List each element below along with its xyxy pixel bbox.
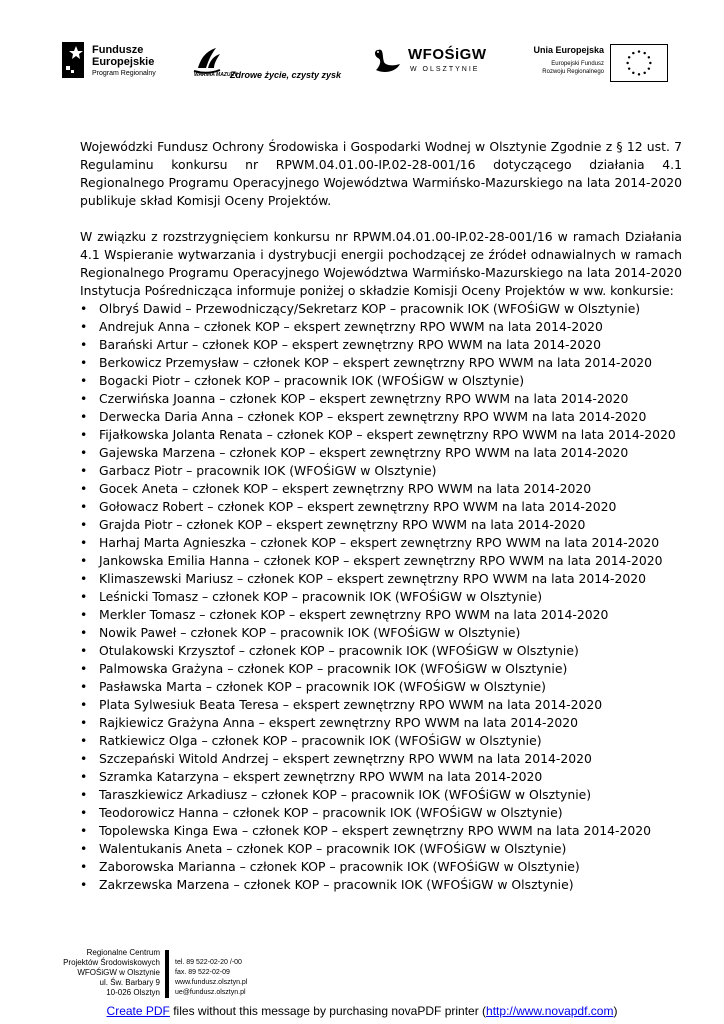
footer-org-line: Projektów Środowiskowych [63,958,160,967]
eu-flag-icon [610,44,668,82]
footer-org-line: ul. Św. Barbary 9 [99,978,160,987]
context-paragraph: W związku z rozstrzygnięciem konkursu nr RPWM.04.01.00-IP.02-28-001/16 w ramach Działania 4.1 Wspieranie wytwarzania i dystrybucji energii pochodzącej ze źródeł odnawialnych w ramach Regionalnego Programu Operacyjnego Województwa Warmińsko-Mazurskiego na lata 2014-2020 Instytucja Pośrednicząca informuje poniżej o składzie Komisji Oceny Projektów w ww. konkursie: [80,229,682,298]
create-pdf-link[interactable]: Create PDF [106,1004,170,1018]
list-item: • Gajewska Marzena – członek KOP – ekspert zewnętrzny RPO WWM na lata 2014-2020 [80,444,682,462]
footer [60,948,360,1002]
committee-members-list [80,300,682,894]
fundusze-europejskie-logo [60,40,180,88]
list-item: • Merkler Tomasz – członek KOP – ekspert zewnętrzny RPO WWM na lata 2014-2020 [80,606,682,624]
list-item: • Topolewska Kinga Ewa – członek KOP – ekspert zewnętrzny RPO WWM na lata 2014-2020 [80,822,682,840]
list-item: • Derwecka Daria Anna – członek KOP – ekspert zewnętrzny RPO WWM na lata 2014-2020 [80,408,682,426]
fundusze-line2: Europejskie [92,56,155,68]
footer-organization [60,948,160,998]
list-item: • Zakrzewska Marzena – członek KOP – pracownik IOK (WFOŚiGW w Olsztynie) [80,876,682,894]
list-item: • Gołowacz Robert – członek KOP – ekspert zewnętrzny RPO WWM na lata 2014-2020 [80,498,682,516]
footer-website: www.fundusz.olsztyn.pl [175,979,248,986]
list-item: • Harhaj Marta Agnieszka – członek KOP – ekspert zewnętrzny RPO WWM na lata 2014-2020 [80,534,682,552]
list-item: • Rajkiewicz Grażyna Anna – ekspert zewnętrzny RPO WWM na lata 2014-2020 [80,714,682,732]
list-item: • Ratkiewicz Olga – członek KOP – pracownik IOK (WFOŚiGW w Olsztynie) [80,732,682,750]
ue-sub-line1: Europejski Fundusz [551,61,604,67]
list-item: • Grajda Piotr – członek KOP – ekspert zewnętrzny RPO WWM na lata 2014-2020 [80,516,682,534]
list-item: • Otulakowski Krzysztof – członek KOP – pracownik IOK (WFOŚiGW w Olsztynie) [80,642,682,660]
warmia-mazury-slogan: Zdrowe życie, czysty zysk [230,70,342,80]
document-body [80,138,682,894]
novapdf-notice [0,1004,724,1018]
header-logos [60,40,670,88]
list-item: • Bogacki Piotr – członek KOP – pracownik IOK (WFOŚiGW w Olsztynie) [80,372,682,390]
list-item: • Szramka Katarzyna – ekspert zewnętrzny RPO WWM na lata 2014-2020 [80,768,682,786]
warmia-mazury-logo [188,40,358,88]
list-item: • Andrejuk Anna – członek KOP – ekspert zewnętrzny RPO WWM na lata 2014-2020 [80,318,682,336]
ue-sub-line2: Rozwoju Regionalnego [542,69,604,75]
list-item: • Jankowska Emilia Hanna – członek KOP – ekspert zewnętrzny RPO WWM na lata 2014-2020 [80,552,682,570]
footer-org-line: Regionalne Centrum [86,948,160,957]
wfosigw-logo [370,40,510,88]
warmia-mazury-brand: WARMIA MAZURY [194,72,238,78]
fundusze-subtitle: Program Regionalny [92,70,156,77]
footer-tel: tel. 89 522-02-20 /-00 [175,959,242,966]
fundusze-europejskie-icon [62,42,88,82]
novapdf-message: files without this message by purchasing novaPDF printer ( [169,1004,487,1018]
footer-divider [165,950,169,998]
footer-contact [175,958,247,998]
wfosigw-city: W OLSZTYNIE [410,66,480,73]
swan-icon [370,44,404,78]
unia-europejska-logo [504,40,670,88]
footer-email: ue@fundusz.olsztyn.pl [175,989,246,996]
list-item: • Klimaszewski Mariusz – członek KOP – ekspert zewnętrzny RPO WWM na lata 2014-2020 [80,570,682,588]
list-item: • Szczepański Witold Andrzej – ekspert zewnętrzny RPO WWM na lata 2014-2020 [80,750,682,768]
footer-org-line: 10-026 Olsztyn [106,988,160,997]
list-item: • Berkowicz Przemysław – członek KOP – ekspert zewnętrzny RPO WWM na lata 2014-2020 [80,354,682,372]
footer-fax: fax. 89 522-02-09 [175,969,230,976]
list-item: • Pasławska Marta – członek KOP – pracownik IOK (WFOŚiGW w Olsztynie) [80,678,682,696]
footer-org-line: WFOŚiGW w Olsztynie [77,968,160,977]
list-item: • Taraszkiewicz Arkadiusz – członek KOP – pracownik IOK (WFOŚiGW w Olsztynie) [80,786,682,804]
list-item: • Barański Artur – członek KOP – ekspert zewnętrzny RPO WWM na lata 2014-2020 [80,336,682,354]
fundusze-line1: Fundusze [92,44,144,56]
list-item: • Palmowska Grażyna – członek KOP – pracownik IOK (WFOŚiGW w Olsztynie) [80,660,682,678]
list-item: • Plata Sylwesiuk Beata Teresa – ekspert zewnętrzny RPO WWM na lata 2014-2020 [80,696,682,714]
intro-paragraph: Wojewódzki Fundusz Ochrony Środowiska i Gospodarki Wodnej w Olsztynie Zgodnie z § 12 ust. 7 Regulaminu konkursu nr RPWM.04.01.00-IP.02-28-001/16 dotyczącego działania 4.1 Regionalnego Programu Operacyjnego Województwa Warmińsko-Mazurskiego na lata 2014-2020 publikuje skład Komisji Oceny Projektów. [80,139,682,208]
list-item: • Gocek Aneta – członek KOP – ekspert zewnętrzny RPO WWM na lata 2014-2020 [80,480,682,498]
novapdf-close-paren: ) [613,1004,618,1018]
list-item: • Olbryś Dawid – Przewodniczący/Sekretarz KOP – pracownik IOK (WFOŚiGW w Olsztynie) [80,300,682,318]
list-item: • Leśnicki Tomasz – członek KOP – pracownik IOK (WFOŚiGW w Olsztynie) [80,588,682,606]
wfosigw-name: WFOŚiGW [408,46,487,63]
list-item: • Teodorowicz Hanna – członek KOP – pracownik IOK (WFOŚiGW w Olsztynie) [80,804,682,822]
ue-title: Unia Europejska [533,45,604,55]
list-item: • Walentukanis Aneta – członek KOP – pracownik IOK (WFOŚiGW w Olsztynie) [80,840,682,858]
list-item: • Fijałkowska Jolanta Renata – członek KOP – ekspert zewnętrzny RPO WWM na lata 2014-2020 [80,426,682,444]
list-item: • Nowik Paweł – członek KOP – pracownik IOK (WFOŚiGW w Olsztynie) [80,624,682,642]
list-item: • Czerwińska Joanna – członek KOP – ekspert zewnętrzny RPO WWM na lata 2014-2020 [80,390,682,408]
list-item: • Garbacz Piotr – pracownik IOK (WFOŚiGW w Olsztynie) [80,462,682,480]
list-item: • Zaborowska Marianna – członek KOP – pracownik IOK (WFOŚiGW w Olsztynie) [80,858,682,876]
novapdf-url-link[interactable]: http://www.novapdf.com [486,1004,614,1018]
